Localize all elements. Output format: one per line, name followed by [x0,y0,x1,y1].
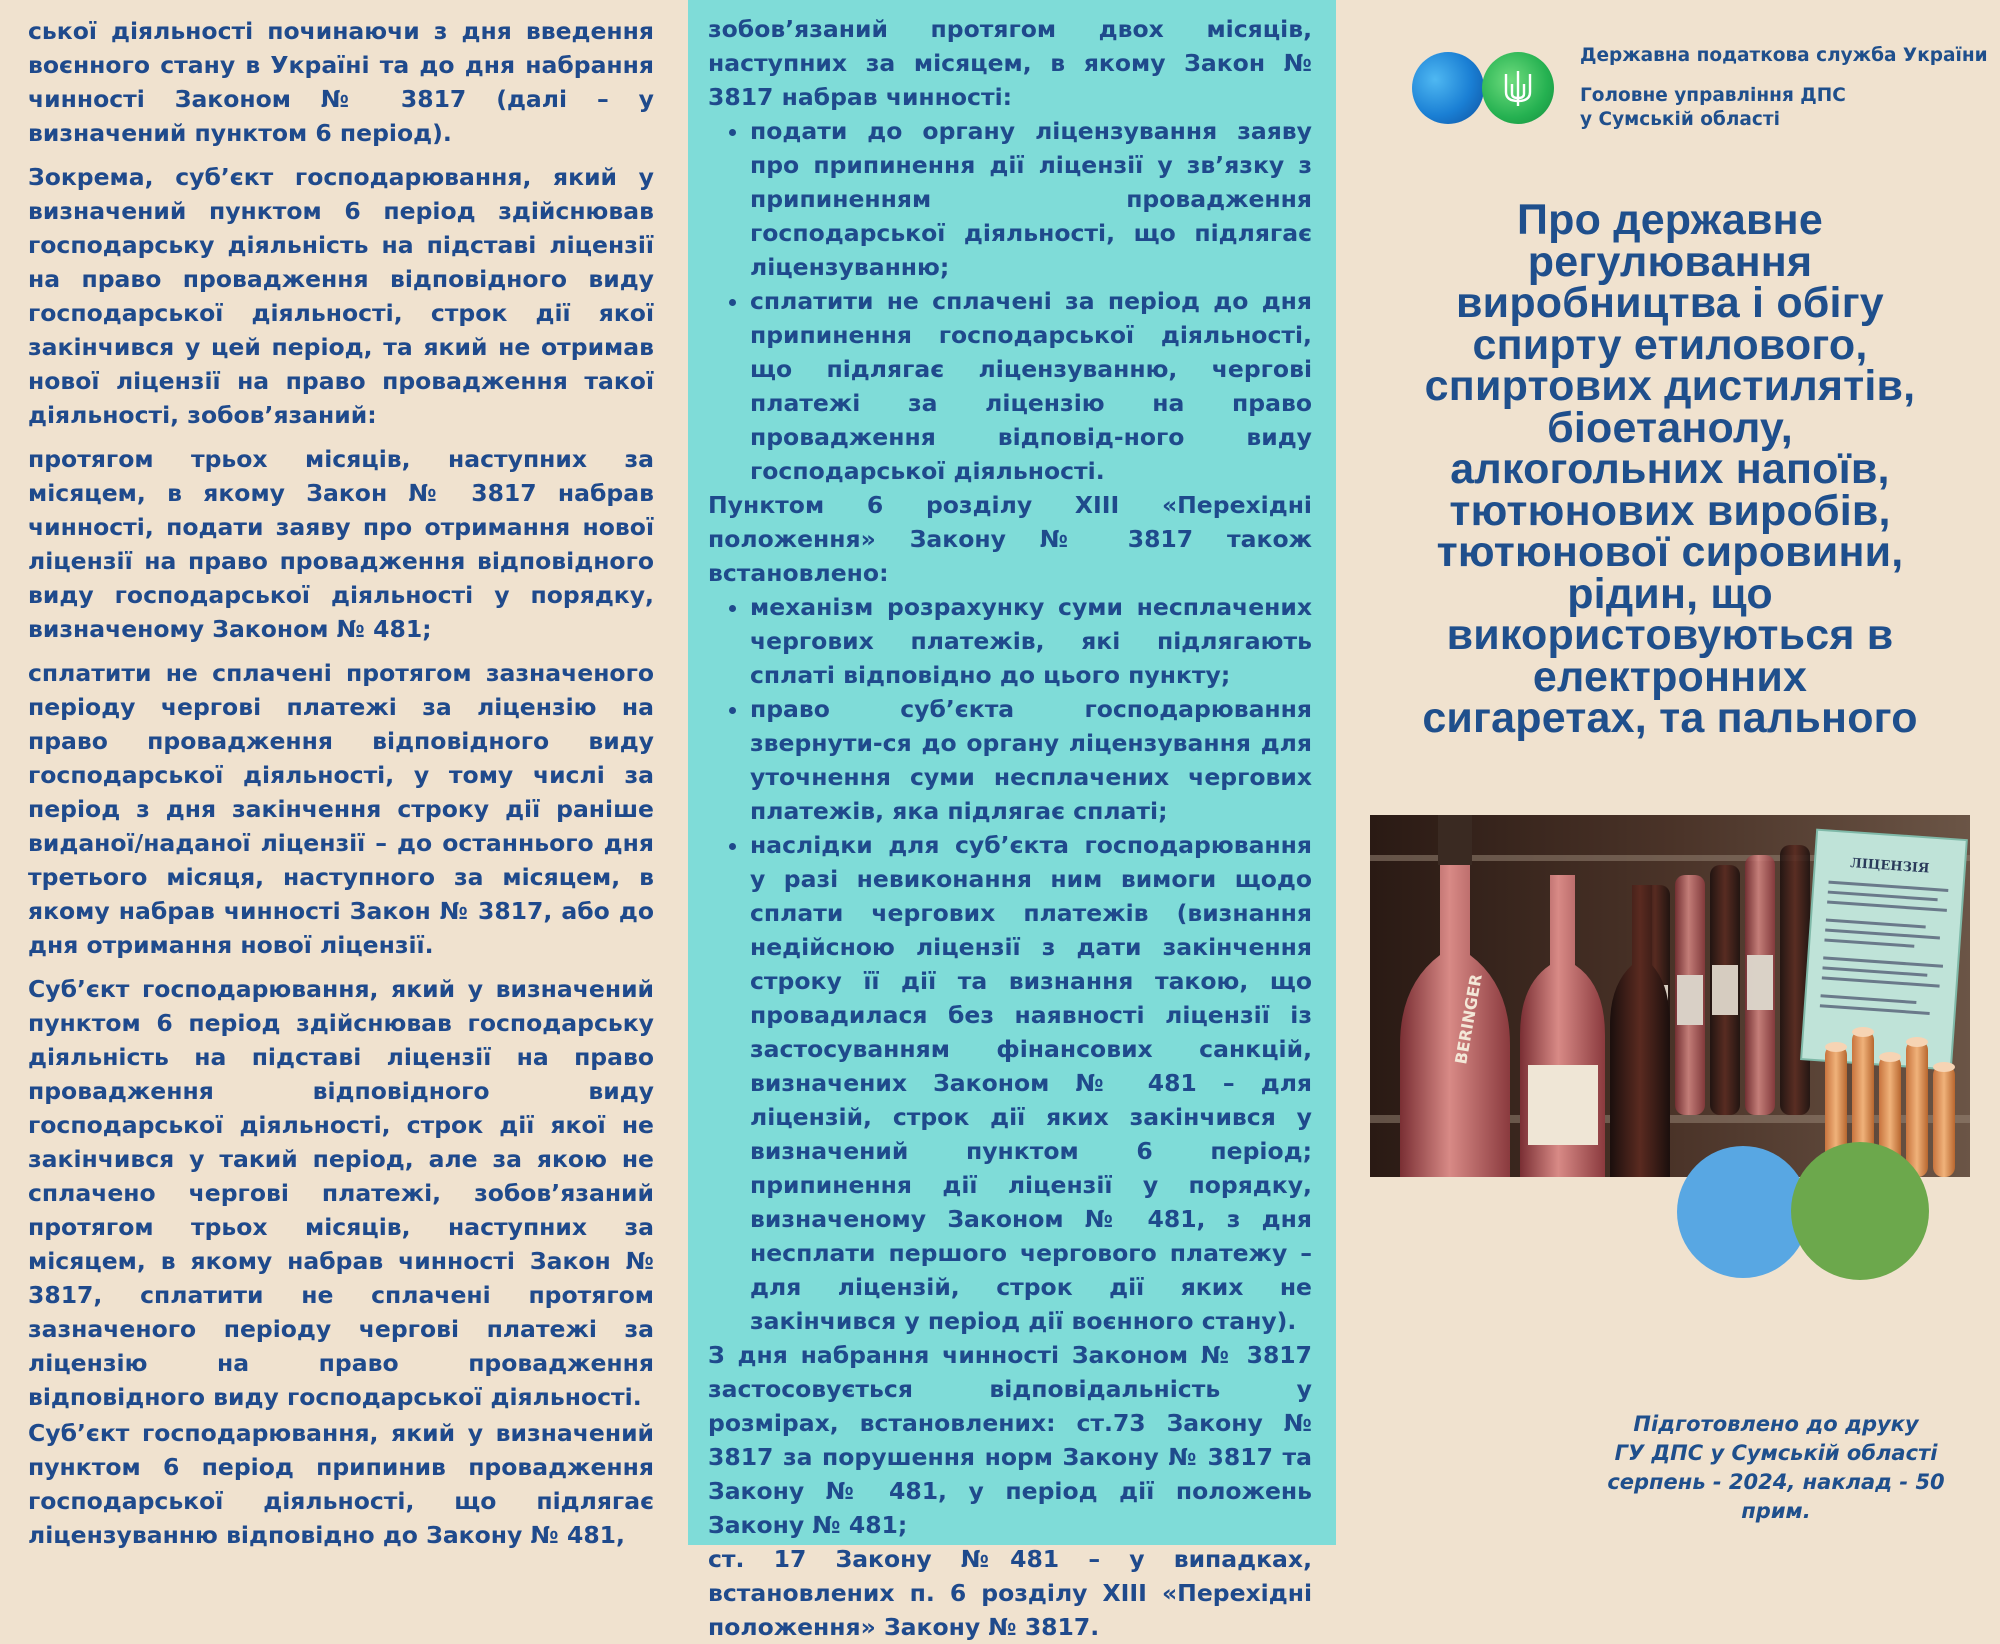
organization-block [1580,44,1988,132]
closing-paragraph: З дня набрання чинності Законом № 3817 застосовується відповідальність у розмірах, встановлених: ст.73 Закону № 3817 за порушення норм Закону № 3817 та Закону № 481, у період дії положень Закону № 481; [708,1341,1312,1539]
paragraph: Суб’єкт господарювання, який у визначений пунктом 6 період припинив провадження господарської діяльності, що підлягає ліцензуванню відповідно до Закону № 481, [28,1419,654,1549]
column-middle [688,0,1336,1641]
middle-paragraph: Пунктом 6 розділу XIII «Перехідні положення» Закону № 3817 також встановлено: [708,491,1312,587]
decorative-green-circle [1791,1142,1929,1280]
print-info [1576,1410,1976,1526]
list-item: • механізм розрахунку суми несплачених чергових платежів, які підлягають сплаті відповідно до цього пункту; [750,590,1312,692]
list-item: • сплатити не сплачені за період до дня припинення господарської діяльності, що підлягає ліцензуванню, чергові платежі за ліцензію на право провадження відповід-ного виду господарської діяльності. [750,284,1312,488]
title-line: Про державне [1517,196,1823,244]
paragraph: Зокрема, суб’єкт господарювання, який у визначений пунктом 6 період здійснював господарську діяльність на підставі ліцензії на право провадження відповідного виду господарської діяльності, строк дії якої закінчився у цей період, та який не отримав нової ліцензії на право провадження такої діяльності, зобов’язаний: [28,163,654,429]
trident-emblem-logo [1482,52,1554,124]
paragraph: сплатити не сплачені протягом зазначеного періоду чергові платежі за ліцензію на право провадження відповідного виду господарської діяльності, у тому числі за період з дня закінчення строку дії раніше виданої/наданої ліцензії – до останнього дня третього місяця, наступного за місяцем, в якому набрав чинності Закон № 3817, або до дня отримання нової ліцензії. [28,659,654,959]
logo-group [1412,52,1572,128]
title-line: тютюнової сировини, [1436,528,1904,576]
print-info-line: серпень - 2024, наклад - 50 прим. [1607,1470,1945,1523]
paragraph: ської діяльності починаючи з дня введення воєнного стану в Україні та до дня набрання чинності Законом № 3817 (далі – у визначений пунктом 6 період). [28,17,654,147]
title-line: алкогольних напоїв, [1450,445,1890,493]
list-item: • подати до органу ліцензування заяву про припинення дії ліцензії у зв’язку з припиненням провадження господарської діяльності, що підлягає ліцензуванню; [750,114,1312,284]
intro-paragraph: зобов’язаний протягом двох місяців, наступних за місяцем, в якому Закон № 3817 набрав чинності: [708,15,1312,111]
title-line: електронних [1532,652,1808,701]
title-line: спиртових дистилятів, [1424,362,1916,410]
title-line: біоетанолу, [1547,403,1793,452]
list-item: • наслідки для суб’єкта господарювання у разі невиконання ним вимоги щодо сплати чергових платежів (визнання недійсною ліцензії з дати закінчення строку її дії та визнання такою, що провадилася без наявності ліцензії із застосуванням фінансових санкцій, визначених Законом № 481 – для ліцензій, строк дії яких закінчився у визначений пунктом 6 період; припинення дії ліцензії у порядку, визначеному Законом № 481, з дня несплати першого чергового платежу – для ліцензій, строк дії яких не закінчився у період дії воєнного стану). [750,828,1312,1338]
title-line: тютюнових виробів, [1449,486,1891,535]
license-heading-text: ЛІЦЕНЗІЯ [1849,856,1930,877]
column-left [0,0,688,1549]
list-item: • право суб’єкта господарювання звернути-ся до органу ліцензування для уточнення суми несплачених чергових платежів, яка підлягає сплаті; [750,692,1312,828]
title-line: сигаретах, та пального [1422,694,1918,742]
print-info-line: ГУ ДПС у Сумській області [1614,1441,1938,1465]
title-line: виробництва і обігу [1456,279,1884,327]
paragraph: Суб’єкт господарювання, який у визначений пунктом 6 період здійснював господарську діяльність на підставі ліцензії на право провадження відповідного виду господарської діяльності, строк дії якої не закінчився у такий період, але за якою не сплачено чергові платежі, зобов’язаний протягом трьох місяців, наступних за місяцем, в якому набрав чинності Закон № 3817, сплатити не сплачені протягом зазначеного періоду чергові платежі за ліцензію на право провадження відповідного виду господарської діяльності. [28,975,654,1411]
trident-icon [1501,68,1535,108]
obligations-list [708,114,1312,488]
paragraph: протягом трьох місяців, наступних за місяцем, в якому Закон № 3817 набрав чинності, подати заяву про отримання нової ліцензії на право провадження відповідного виду господарської діяльності у порядку, визначеному Законом № 481; [28,445,654,643]
blue-circle-logo [1412,52,1484,124]
brochure-title [1380,196,1960,742]
provisions-list [708,590,1312,1338]
print-info-line: Підготовлено до друку [1633,1412,1919,1436]
title-line: регулювання [1527,237,1813,286]
bottle-label-text: BERINGER [1451,972,1486,1066]
title-line: використовуються в [1446,611,1894,659]
closing-paragraph: ст. 17 Закону №481 – у випадках, встановлених п. 6 розділу XIII «Перехідні положення» Закону № 3817. [708,1545,1312,1641]
org-region: у Сумській області [1580,109,1780,130]
org-name: Державна податкова служба України [1580,45,1988,66]
column-right [1336,0,2000,1545]
org-subdivision: Головне управління ДПС [1580,85,1846,106]
decorative-blue-circle [1677,1146,1809,1278]
wine-shelf-photo [1370,815,1970,1177]
title-line: спирту етилового, [1472,320,1868,369]
bottles-and-license-illustration [1370,815,1970,1177]
title-line: рідин, що [1567,569,1773,618]
